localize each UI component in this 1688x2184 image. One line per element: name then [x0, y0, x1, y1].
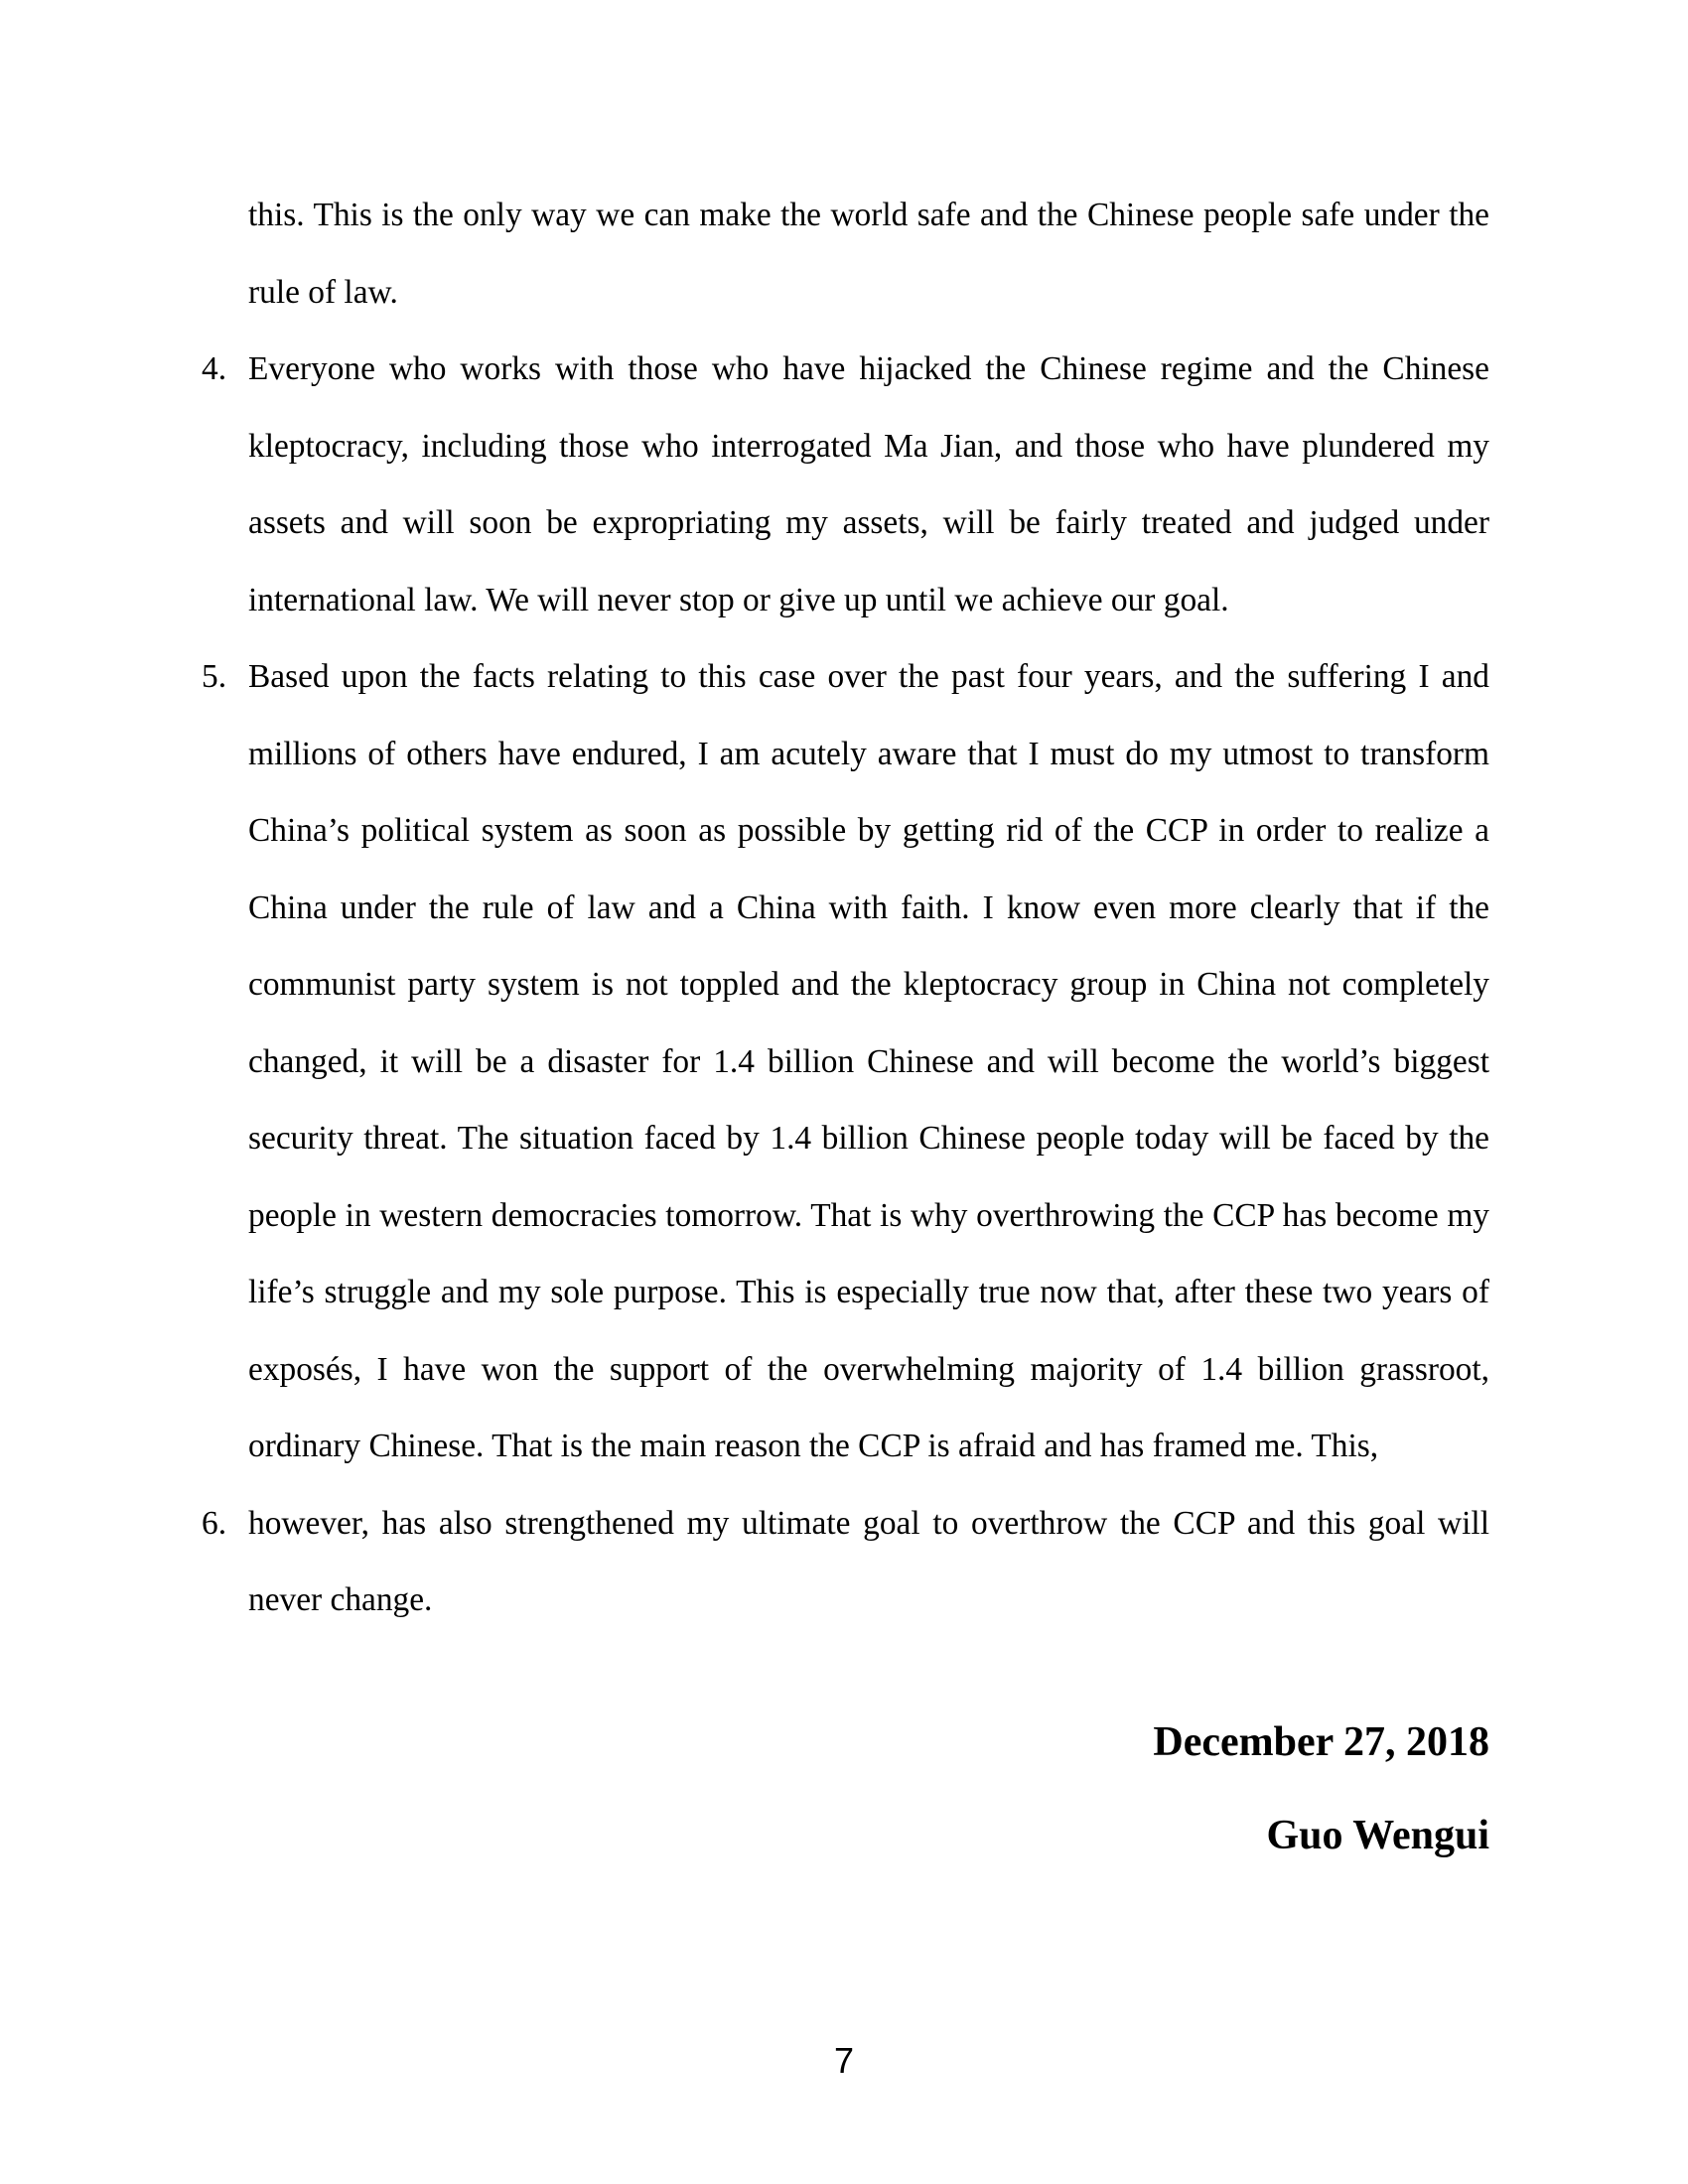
list-item-6	[199, 1485, 1489, 1639]
list-item-4-text: Everyone who works with those who have hijacked the Chinese regime and the Chinese kleptocracy, including those who interrogated Ma Jian, and those who have plundered my assets and will soon be expropriating my assets, will be fairly treated and judged under international law. We will never stop or give up until we achieve our goal.	[248, 350, 1489, 618]
list-item-6-number: 6.	[202, 1504, 227, 1542]
closing-date: December 27, 2018	[1153, 1718, 1489, 1765]
list-item-4-number: 4.	[202, 350, 227, 387]
list-item-5-number: 5.	[202, 658, 227, 695]
list-item-4	[199, 331, 1489, 638]
closing-signature: Guo Wengui	[1266, 1813, 1489, 1858]
list-item-5-text: Based upon the facts relating to this case over the past four years, and the suffering I and millions of others have endured, I am acutely aware that I must do my utmost to transform China’s political system as soon as possible by getting rid of the CCP in order to realize a China under the rule of law and a China with faith. I know even more clearly that if the communist party system is not toppled and the kleptocracy group in China not completely changed, it will be a disaster for 1.4 billion Chinese and will become the world’s biggest security threat. The situation faced by 1.4 billion Chinese people today will be faced by the people in western democracies tomorrow. That is why overthrowing the CCP has become my life’s struggle and my sole purpose. This is especially true now that, after these two years of exposés, I have won the support of the overwhelming majority of 1.4 billion grassroot, ordinary Chinese. That is the main reason the CCP is afraid and has framed me. This,	[248, 658, 1489, 1464]
document-body	[199, 177, 1489, 1875]
page-number: 7	[833, 2040, 855, 2081]
continuation-paragraph: this. This is the only way we can make the world safe and the Chinese people safe under the rule of law.	[248, 197, 1489, 311]
list-item-6-text: however, has also strengthened my ultimate goal to overthrow the CCP and this goal will never change.	[248, 1504, 1489, 1618]
list-item-5	[199, 638, 1489, 1485]
